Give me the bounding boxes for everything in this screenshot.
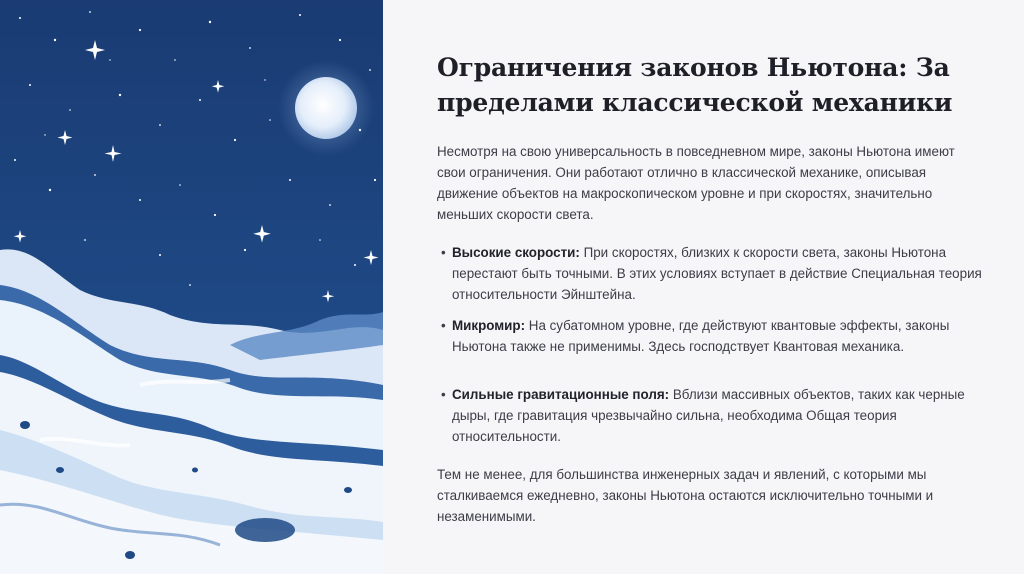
winter-night-illustration [0,0,383,574]
point-text: Вблизи массивных объектов, таких как черные дыры, где гравитация чрезвычайно сильна, необходима Общая теория относительности. [452,387,965,444]
slide-content [437,50,982,527]
bullet-icon: • [441,245,446,260]
point-text: При скоростях, близких к скорости света, законы Ньютона перестают быть точными. В этих условиях вступает в действие Специальная теория относительности Эйнштейна. [452,245,982,302]
list-item [437,315,982,357]
moon [295,77,357,139]
closing-paragraph: Тем не менее, для большинства инженерных задач и явлений, с которыми мы сталкиваемся ежедневно, законы Ньютона остаются исключительно точными и незаменимыми. [437,467,934,524]
point-heading: Микромир: [452,318,526,333]
limitations-list [437,242,982,447]
list-item [437,242,982,305]
point-heading: Сильные гравитационные поля: [452,387,670,402]
list-item [437,384,982,447]
bullet-icon: • [441,387,446,402]
bullet-icon: • [441,318,446,333]
slide-title: Ограничения законов Ньютона: За пределами классической механики [437,53,953,117]
point-text: На субатомном уровне, где действуют квантовые эффекты, законы Ньютона также не применимы. Здесь господствует Квантовая механика. [452,318,950,354]
point-heading: Высокие скорости: [452,245,580,260]
intro-paragraph: Несмотря на свою универсальность в повседневном мире, законы Ньютона имеют свои ограничения. Они работают отлично в классической механике, описывая движение объектов на макроскопическом уровне и при скоростях, значительно меньших скорости света. [437,144,955,222]
